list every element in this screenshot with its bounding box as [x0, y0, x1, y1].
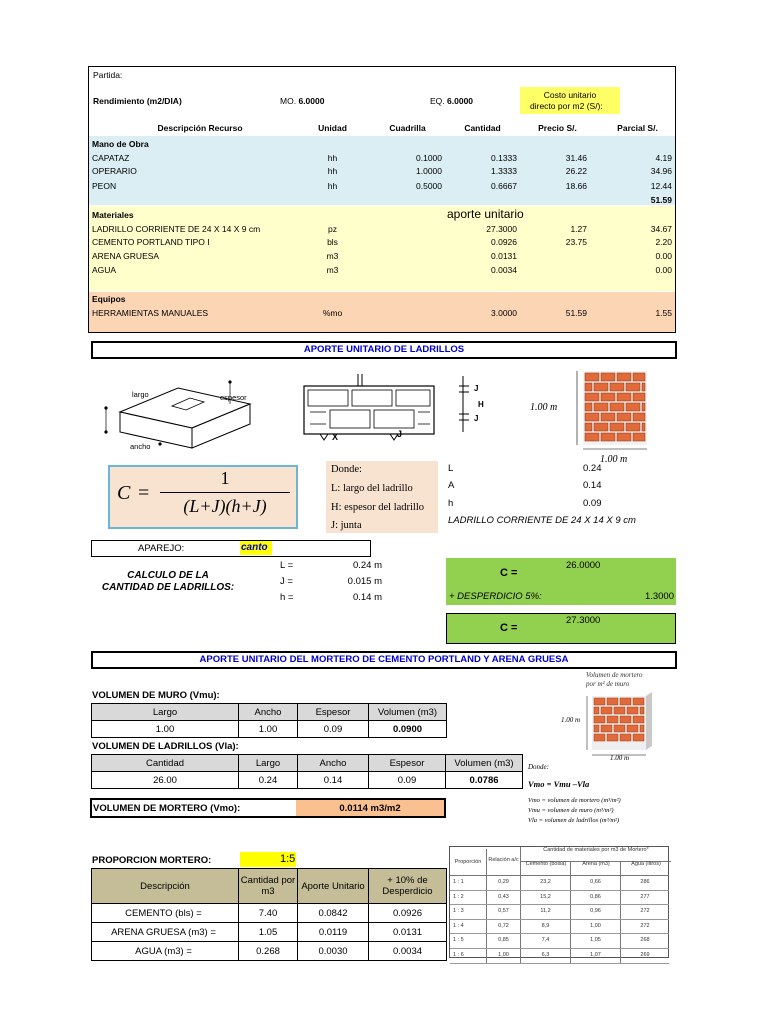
dim-h-value: 0.09: [583, 498, 602, 509]
prop-row-cant: 0.268: [239, 942, 298, 961]
mano-obra-total: 51.59: [650, 195, 672, 205]
mat-row-unidad: m3: [326, 251, 339, 261]
ref-cell: 0,72: [486, 920, 520, 934]
mo-label: MO. 6.0000: [280, 96, 325, 106]
mat-row-desc: LADRILLO CORRIENTE DE 24 X 14 X 9 cm: [92, 224, 261, 234]
ref-row: [450, 920, 669, 935]
mat-row-cantidad: 0.0926: [491, 237, 517, 247]
calculo-title-2: CANTIDAD DE LADRILLOS:: [101, 582, 235, 593]
vmu-title: VOLUMEN DE MURO (Vmu):: [92, 690, 220, 701]
x-label: X: [332, 432, 339, 442]
prop-row-desc: ARENA GRUESA (m3) =: [92, 923, 239, 942]
ref-cell: 0,96: [570, 905, 620, 919]
ref-title: Cantidad de materiales por m3 de Mortero*: [520, 847, 671, 862]
calc-l-label: L =: [280, 560, 294, 571]
c-value: 26.0000: [566, 560, 601, 571]
formula-fraction-bar: [160, 492, 290, 493]
brick-wall-diagram: [575, 367, 655, 451]
ref-header: Proporción: [454, 859, 482, 865]
vla-header: Cantidad: [92, 755, 239, 772]
col-precio: Precio S/.: [538, 123, 577, 133]
wall-width-label: 1.00 m: [600, 454, 628, 465]
prop-row-desc: CEMENTO (bls) =: [92, 904, 239, 923]
mat-row-parcial: 0.00: [655, 265, 672, 275]
ref-header: Agua (litros): [620, 861, 671, 875]
vmu-table: [91, 703, 447, 738]
col-cantidad: Cantidad: [464, 123, 501, 133]
mortero-donde: Donde:: [528, 763, 549, 771]
mat-row-unidad: bls: [327, 237, 338, 247]
donde-l: L: largo del ladrillo: [331, 483, 413, 494]
calc-j-value: 0.015 m: [347, 576, 382, 587]
col-cuadrilla: Cuadrilla: [389, 123, 426, 133]
ref-table: [449, 846, 669, 958]
vmo-value: 0.0114 m3/m2: [339, 803, 401, 814]
c-total-value: 27.3000: [566, 615, 601, 626]
prop-row-desc: AGUA (m3) =: [92, 942, 239, 961]
ref-cell: 277: [620, 891, 669, 905]
ref-cell: 1 : 5: [453, 937, 464, 944]
formula-numerator: 1: [220, 468, 230, 488]
prop-header: + 10% de Desperdicio: [369, 869, 447, 904]
mo-row-unidad: hh: [327, 153, 338, 163]
mat-row-unidad: pz: [328, 224, 337, 234]
ref-cell: 272: [620, 905, 669, 919]
ref-cell: 8,9: [520, 920, 570, 934]
mortero-def-3: Vla = volumen de ladrillos (m³/m²): [528, 817, 620, 824]
ladrillo-caption: LADRILLO CORRIENTE DE 24 X 14 X 9 cm: [448, 515, 636, 526]
ref-cell: 0,85: [486, 934, 520, 948]
dim-a-value: 0.14: [583, 480, 602, 491]
eq-row-unidad: %mo: [322, 308, 343, 318]
aporte-unitario-note: aporte unitario: [447, 207, 524, 221]
col-unidad: Unidad: [318, 123, 347, 133]
vmu-header: Volumen (m3): [369, 704, 447, 721]
j-label: J: [397, 429, 403, 439]
ref-cell: 7,4: [520, 934, 570, 948]
calc-h-value: 0.14 m: [352, 592, 382, 603]
prop-row-cant: 1.05: [239, 923, 298, 942]
ref-header: Relación a/c: [486, 849, 520, 875]
mano-obra-block: [89, 136, 675, 205]
formula-eq: =: [138, 482, 150, 504]
eq-row-precio: 51.59: [565, 308, 587, 318]
vla-header: Ancho: [298, 755, 369, 772]
wall-height-label: 1.00 m: [530, 402, 558, 413]
mo-row-precio: 18.66: [565, 181, 587, 191]
vla-header: Espesor: [369, 755, 446, 772]
mat-row-cantidad: 27.3000: [486, 224, 517, 234]
eq-row-desc: HERRAMIENTAS MANUALES: [92, 308, 209, 318]
ref-cell: 268: [620, 934, 669, 948]
mortero-wall-diagram: [586, 690, 656, 758]
mortero-caption-1: Volumen de mortero: [586, 671, 643, 679]
col-descripcion: Descripción Recurso: [157, 123, 243, 133]
prop-row-desp: 0.0926: [369, 904, 447, 923]
ref-cell: 0,29: [486, 876, 520, 890]
ref-cell: 269: [620, 949, 669, 963]
prop-row-aporte: 0.0030: [298, 942, 369, 961]
ref-cell: 1,05: [570, 934, 620, 948]
mo-row-desc: CAPATAZ: [92, 153, 130, 163]
donde-j: J: junta: [331, 520, 362, 531]
mat-row-parcial: 2.20: [655, 237, 672, 247]
dim-l-value: 0.24: [583, 463, 602, 474]
mat-row-precio: 1.27: [570, 224, 587, 234]
largo-label: largo: [132, 390, 149, 399]
hj-side-diagram: [455, 374, 493, 434]
mo-row-cantidad: 0.1333: [491, 153, 517, 163]
mat-row-precio: 23.75: [565, 237, 587, 247]
dim-h-label: h: [448, 498, 454, 509]
costo-directo-text: directo por m2 (S/):: [530, 101, 603, 111]
calc-h-label: h =: [280, 592, 294, 603]
dim-l-label: L: [448, 463, 454, 474]
desperdicio-label: + DESPERDICIO 5%:: [449, 591, 542, 602]
ref-cell: 272: [620, 920, 669, 934]
ref-cell: 23,2: [520, 876, 570, 890]
mo-row-precio: 26.22: [565, 166, 587, 176]
ref-cell: 0,86: [570, 891, 620, 905]
ref-row: [450, 934, 669, 949]
mano-obra-title: Mano de Obra: [92, 139, 149, 149]
mo-row-cuadrilla: 0.1000: [416, 153, 442, 163]
eq-row-cantidad: 3.0000: [491, 308, 517, 318]
materiales-block: [89, 206, 675, 291]
ref-cell: 1,00: [486, 949, 520, 963]
mat-row-desc: CEMENTO PORTLAND TIPO I: [92, 237, 210, 247]
j-bottom-label: J: [474, 414, 479, 423]
calculo-title-1: CALCULO DE LA: [127, 570, 209, 581]
ref-cell: 1 : 6: [453, 951, 464, 958]
eq-row-parcial: 1.55: [655, 308, 672, 318]
ref-row: [450, 891, 669, 906]
ref-cell: 0,57: [486, 905, 520, 919]
ref-cell: 286: [620, 876, 669, 890]
brick-iso-diagram: [100, 376, 260, 454]
espesor-label: espesor: [220, 393, 247, 402]
h-label: H: [478, 400, 484, 409]
ref-cell: 1 : 1: [453, 879, 464, 885]
vla-cell: 0.0786: [446, 772, 523, 789]
equipos-title: Equipos: [92, 294, 126, 304]
prop-row-aporte: 0.0842: [298, 904, 369, 923]
vla-cell: 0.09: [369, 772, 446, 789]
prop-header: Descripción: [92, 869, 239, 904]
vla-header: Volumen (m3): [446, 755, 523, 772]
ref-cell: 1,07: [570, 949, 620, 963]
mortero-w-label: 1.00 m: [610, 754, 630, 762]
mo-row-precio: 31.46: [565, 153, 587, 163]
mo-row-parcial: 12.44: [650, 181, 672, 191]
aparejo-label: APAREJO:: [138, 543, 185, 554]
mat-row-parcial: 34.67: [650, 224, 672, 234]
col-parcial: Parcial S/.: [617, 123, 658, 133]
vmu-cell: 0.0900: [369, 721, 447, 738]
prop-header: Aporte Unitario: [298, 869, 369, 904]
mo-row-desc: PEON: [92, 181, 117, 191]
formula-denominator: (L+J)(h+J): [183, 496, 267, 516]
mo-row-cuadrilla: 0.5000: [416, 181, 442, 191]
ref-cell: 0,43: [486, 891, 520, 905]
vmu-header: Largo: [92, 704, 239, 721]
mat-row-desc: ARENA GRUESA: [92, 251, 160, 261]
mo-row-cantidad: 1.3333: [491, 166, 517, 176]
ref-header: Arena (m3): [570, 861, 621, 875]
joints-plan-diagram: [300, 372, 440, 444]
prop-row-desp: 0.0034: [369, 942, 447, 961]
eq-label: EQ. 6.0000: [430, 96, 474, 106]
rendimiento-label: Rendimiento (m2/DIA): [93, 96, 182, 106]
section-mortero-title: APORTE UNITARIO DEL MORTERO DE CEMENTO PORTLAND Y ARENA GRUESA: [91, 651, 677, 669]
prop-row-cant: 7.40: [239, 904, 298, 923]
calc-j-label: J =: [280, 576, 293, 587]
mo-row-desc: OPERARIO: [92, 166, 137, 176]
ref-cell: 1 : 4: [453, 922, 464, 929]
ref-cell: 11,2: [520, 905, 570, 919]
vmu-header: Ancho: [239, 704, 298, 721]
mo-row-parcial: 4.19: [655, 153, 672, 163]
mo-row-parcial: 34.96: [650, 166, 672, 176]
vmu-cell: 1.00: [92, 721, 239, 738]
vla-table: [91, 754, 523, 789]
materiales-title: Materiales: [92, 210, 134, 220]
mortero-h-label: 1.00 m: [561, 716, 581, 724]
vla-cell: 0.24: [239, 772, 298, 789]
donde-title: Donde:: [331, 464, 362, 475]
calc-l-value: 0.24 m: [352, 560, 382, 571]
prop-row-desp: 0.0131: [369, 923, 447, 942]
section-ladrillos-title: APORTE UNITARIO DE LADRILLOS: [91, 341, 677, 359]
vla-header: Largo: [239, 755, 298, 772]
mat-row-unidad: m3: [326, 265, 339, 275]
aparejo-box: [91, 540, 371, 557]
mat-row-cantidad: 0.0131: [491, 251, 517, 261]
vla-title: VOLUMEN DE LADRILLOS (Vla):: [92, 741, 239, 752]
ancho-label: ancho: [130, 442, 151, 451]
prop-header: Cantidad por m3: [239, 869, 298, 904]
ref-cell: 15,2: [520, 891, 570, 905]
c-label: C =: [500, 567, 518, 579]
mortero-def-2: Vmu = volumen de muro (m³/m²): [528, 807, 614, 814]
vla-cell: 26.00: [92, 772, 239, 789]
ref-row: [450, 905, 669, 920]
c-total-label: C =: [500, 622, 518, 634]
costo-unitario-text: Costo unitario: [543, 90, 597, 100]
proporcion-label: PROPORCION MORTERO:: [92, 855, 212, 866]
aparejo-value[interactable]: canto: [241, 542, 268, 553]
mat-row-cantidad: 0.0034: [491, 265, 517, 275]
vmu-cell: 0.09: [298, 721, 369, 738]
mo-row-cantidad: 0.6667: [491, 181, 517, 191]
mortero-caption-2: por m² de muro: [586, 680, 630, 688]
ref-cell: 6,3: [520, 949, 570, 963]
mat-row-desc: AGUA: [92, 265, 117, 275]
proporcion-table: [91, 868, 447, 961]
vla-cell: 0.14: [298, 772, 369, 789]
ref-header: Cemento (bolsa): [520, 861, 571, 875]
c-total-box: [446, 613, 676, 644]
ref-row: [450, 949, 669, 964]
mortero-def-1: Vmo = volumen de mortero (m³/m²): [528, 797, 621, 804]
mo-row-cuadrilla: 1.0000: [416, 166, 442, 176]
mortero-eq: Vmo = Vmu –Vla: [528, 779, 590, 789]
mo-row-unidad: hh: [327, 181, 338, 191]
ref-cell: 1,00: [570, 920, 620, 934]
ref-rows: [450, 875, 669, 964]
desperdicio-value: 1.3000: [644, 591, 674, 602]
prop-row-aporte: 0.0119: [298, 923, 369, 942]
ref-cell: 1 : 3: [453, 908, 464, 915]
vmo-title: VOLUMEN DE MORTERO (Vmo):: [93, 803, 241, 814]
mat-row-parcial: 0.00: [655, 251, 672, 261]
donde-h: H: espesor del ladrillo: [331, 502, 425, 513]
vmu-cell: 1.00: [239, 721, 298, 738]
mo-row-unidad: hh: [327, 166, 338, 176]
ref-row: [450, 876, 669, 891]
partida-label: Partida:: [93, 70, 123, 80]
ref-cell: 1 : 2: [453, 893, 464, 900]
formula-c: C: [117, 482, 131, 504]
dim-a-label: A: [448, 480, 455, 491]
ref-cell: 0,66: [570, 876, 620, 890]
vmu-header: Espesor: [298, 704, 369, 721]
proporcion-value[interactable]: 1:5: [280, 853, 296, 865]
j-top-label: J: [474, 384, 479, 393]
